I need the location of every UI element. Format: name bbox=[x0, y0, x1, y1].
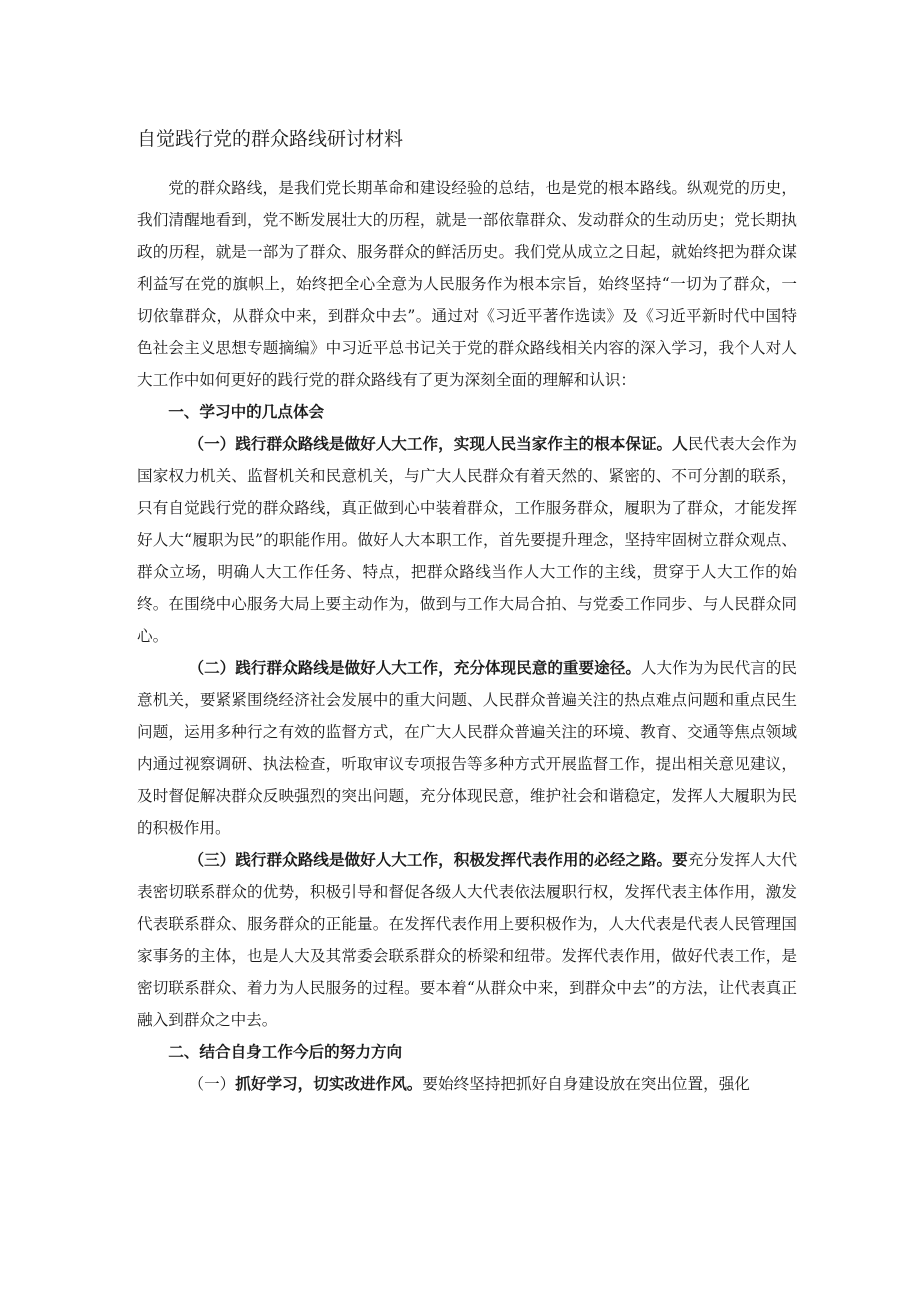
item-text: 要始终坚持把抓好自身建设放在突出位置，强化 bbox=[422, 1075, 750, 1093]
item-text: 人大作为为民代言的民意机关，要紧紧围绕经济社会发展中的重大问题、人民群众普遍关注的热点难点问题和重点民生问题，运用多种行之有效的监督方式，在广大人民群众普遍关注的环境、教育、交通等焦点领域内通过视察调研、执法检查，听取审议专项报告等多种方式开展监督工作，提出相关意见建议，及时督促解决群众反映强烈的突出问题，充分体现民意，维护社会和谐稳定，发挥人大履职为民的积极作用。 bbox=[137, 659, 797, 837]
item-prefix: （一） bbox=[188, 1075, 236, 1093]
document-title: 自觉践行党的群众路线研讨材料 bbox=[137, 128, 404, 150]
section-1-heading: 一、学习中的几点体会 bbox=[168, 402, 325, 421]
item-text: 民代表大会作为国家权力机关、监督机关和民意机关，与广大人民群众有着天然的、紧密的、不可分割的联系，只有自觉践行党的群众路线，真正做到心中装着群众，工作服务群众，履职为了群众，才能发挥好人大“履职为民”的职能作用。做好人大本职工作，首先要提升理念，坚持牢固树立群众观点、群众立场，明确人大工作任务、特点，把群众路线当作人大工作的主线，贯穿于人大工作的始终。在围绕中心服务大局上要主动作为，做到与工作大局合拍、与党委工作同步、与人民群众同心。 bbox=[137, 435, 797, 645]
item-text: 充分发挥人大代表密切联系群众的优势，积极引导和督促各级人大代表依法履职行权，发挥代表主体作用，激发代表联系群众、服务群众的正能量。在发挥代表作用上要积极作为，人大代表是代表人民管理国家事务的主体，也是人大及其常委会联系群众的桥梁和纽带。发挥代表作用，做好代表工作，是密切联系群众、着力为人民服务的过程。要本着“从群众中来，到群众中去”的方法，让代表真正融入到群众之中去。 bbox=[137, 851, 797, 1029]
section-1-item-2 bbox=[137, 652, 797, 844]
item-lead: （三）践行群众路线是做好人大工作，积极发挥代表作用的必经之路。要 bbox=[188, 850, 688, 869]
item-lead: （一）践行群众路线是做好人大工作，实现人民当家作主的根本保证。人 bbox=[188, 434, 688, 453]
section-2-heading: 二、结合自身工作今后的努力方向 bbox=[168, 1042, 403, 1061]
section-1-item-1 bbox=[137, 428, 797, 652]
item-lead: （二）践行群众路线是做好人大工作，充分体现民意的重要途径。 bbox=[188, 658, 641, 677]
document-body bbox=[137, 172, 797, 1100]
section-1-item-3 bbox=[137, 844, 797, 1036]
item-lead: 抓好学习，切实改进作风。 bbox=[235, 1074, 423, 1093]
section-2-item-1 bbox=[137, 1068, 797, 1100]
intro-paragraph: 党的群众路线，是我们党长期革命和建设经验的总结，也是党的根本路线。纵观党的历史，我们清醒地看到，党不断发展壮大的历程，就是一部依靠群众、发动群众的生动历史；党长期执政的历程，就是一部为了群众、服务群众的鲜活历史。我们党从成立之日起，就始终把为群众谋利益写在党的旗帜上，始终把全心全意为人民服务作为根本宗旨，始终坚持“一切为了群众，一切依靠群众，从群众中来，到群众中去”。通过对《习近平著作选读》及《习近平新时代中国特色社会主义思想专题摘编》中习近平总书记关于党的群众路线相关内容的深入学习，我个人对人大工作中如何更好的践行党的群众路线有了更为深刻全面的理解和认识： bbox=[137, 179, 797, 389]
